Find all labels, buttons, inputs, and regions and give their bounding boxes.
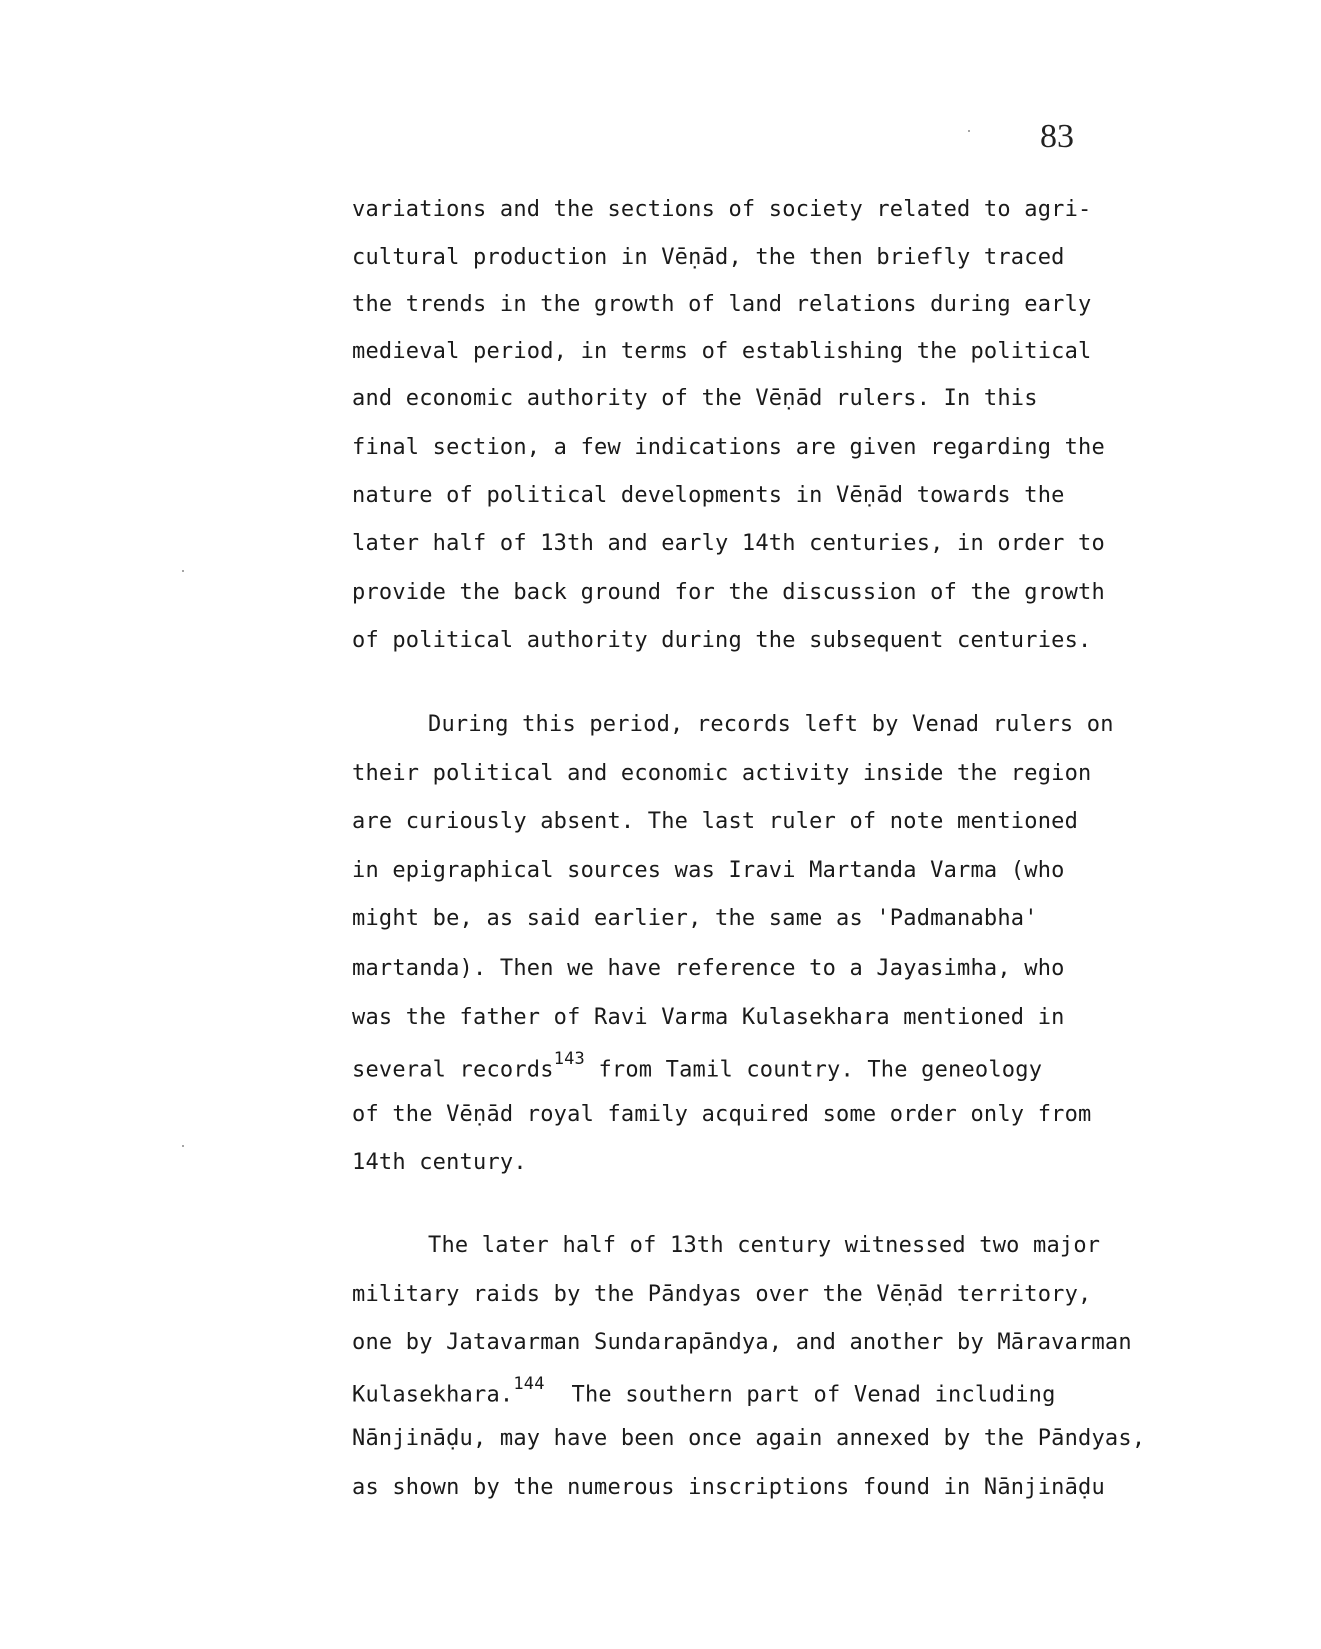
text-line: Nānjināḍu, may have been once again annexed by the Pāndyas, <box>352 1426 1146 1451</box>
text-line: During this period, records left by Venad rulers on <box>428 712 1114 737</box>
text-line: as shown by the numerous inscriptions found in Nānjināḍu <box>352 1475 1105 1500</box>
text-line: military raids by the Pāndyas over the Vēṇād territory, <box>352 1282 1092 1307</box>
text-line: the trends in the growth of land relations during early <box>352 292 1092 317</box>
text-line: provide the back ground for the discussion of the growth <box>352 580 1105 605</box>
text-line: in epigraphical sources was Iravi Martanda Varma (who <box>352 858 1065 883</box>
stray-mark <box>968 130 970 132</box>
text-line: and economic authority of the Vēṇād rulers. In this <box>352 386 1038 411</box>
footnote-ref: 143 <box>553 1049 585 1069</box>
text-line: variations and the sections of society related to agri- <box>352 197 1092 222</box>
text-line: of political authority during the subsequent centuries. <box>352 628 1092 653</box>
text-line: 14th century. <box>352 1150 527 1175</box>
stray-mark <box>182 1145 184 1147</box>
line-text: Kulasekhara. <box>352 1382 514 1408</box>
line-text: from Tamil country. The geneology <box>585 1057 1043 1083</box>
text-line: cultural production in Vēṇād, the then briefly traced <box>352 245 1065 270</box>
text-line: are curiously absent. The last ruler of note mentioned <box>352 809 1079 834</box>
text-line: one by Jatavarman Sundarapāndya, and another by Māravarman <box>352 1330 1132 1355</box>
line-text: several records <box>352 1057 554 1083</box>
text-line: medieval period, in terms of establishing the political <box>352 339 1092 364</box>
page-number: 83 <box>1040 118 1074 155</box>
text-line: final section, a few indications are given regarding the <box>352 435 1105 460</box>
footnote-ref: 144 <box>513 1374 545 1394</box>
text-line: of the Vēṇād royal family acquired some order only from <box>352 1102 1092 1127</box>
stray-mark <box>182 570 184 572</box>
line-text: The southern part of Venad including <box>544 1382 1056 1408</box>
text-line-with-footnote <box>352 1374 1056 1408</box>
text-line: later half of 13th and early 14th centuries, in order to <box>352 531 1105 556</box>
text-line: The later half of 13th century witnessed two major <box>428 1233 1101 1258</box>
text-line: their political and economic activity inside the region <box>352 761 1092 786</box>
text-line: might be, as said earlier, the same as 'Padmanabha' <box>352 906 1038 931</box>
text-line: nature of political developments in Vēṇād towards the <box>352 483 1065 508</box>
text-line: was the father of Ravi Varma Kulasekhara mentioned in <box>352 1005 1065 1030</box>
text-line: martanda). Then we have reference to a Jayasimha, who <box>352 956 1065 981</box>
text-line-with-footnote <box>352 1049 1043 1083</box>
